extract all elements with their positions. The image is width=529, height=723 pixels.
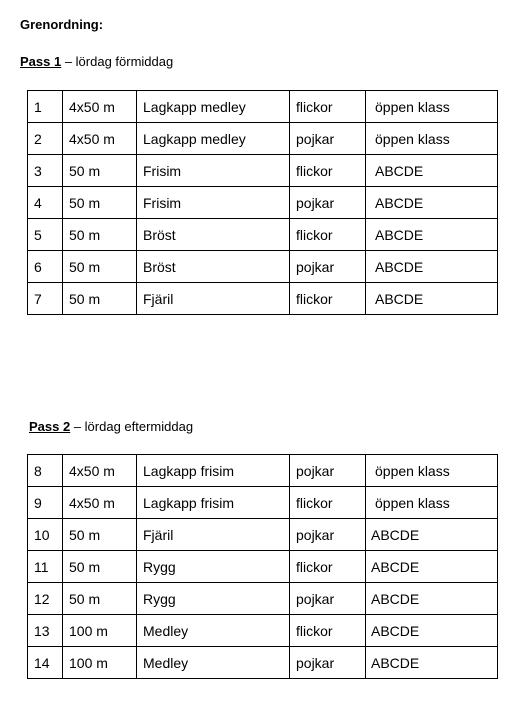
event-number-cell: 5	[28, 219, 63, 251]
event-number-cell: 10	[28, 519, 63, 551]
class-cell: öppen klass	[366, 455, 498, 487]
distance-cell: 50 m	[63, 155, 137, 187]
stroke-cell: Lagkapp frisim	[137, 487, 290, 519]
class-cell: öppen klass	[366, 91, 498, 123]
gender-cell: flickor	[290, 551, 366, 583]
distance-cell: 50 m	[63, 187, 137, 219]
distance-cell: 100 m	[63, 615, 137, 647]
table-row	[28, 123, 498, 155]
event-number-cell: 1	[28, 91, 63, 123]
table-row	[28, 251, 498, 283]
pass2-table	[27, 454, 498, 679]
document-heading: Grenordning:	[20, 17, 104, 32]
gender-cell: pojkar	[290, 123, 366, 155]
table-row	[28, 91, 498, 123]
event-number-cell: 7	[28, 283, 63, 315]
gender-cell: flickor	[290, 487, 366, 519]
pass1-title: Pass 1	[20, 54, 62, 69]
table-row	[28, 647, 498, 679]
distance-cell: 50 m	[63, 283, 137, 315]
class-cell: ABCDE	[366, 219, 498, 251]
stroke-cell: Rygg	[137, 551, 290, 583]
stroke-cell: Bröst	[137, 219, 290, 251]
table-row	[28, 283, 498, 315]
class-cell: ABCDE	[366, 251, 498, 283]
gender-cell: flickor	[290, 283, 366, 315]
stroke-cell: Lagkapp medley	[137, 91, 290, 123]
stroke-cell: Lagkapp frisim	[137, 455, 290, 487]
pass1-table-body	[28, 91, 498, 315]
stroke-cell: Medley	[137, 615, 290, 647]
stroke-cell: Rygg	[137, 583, 290, 615]
gender-cell: pojkar	[290, 583, 366, 615]
event-number-cell: 6	[28, 251, 63, 283]
class-cell: ABCDE	[366, 283, 498, 315]
gender-cell: pojkar	[290, 251, 366, 283]
stroke-cell: Frisim	[137, 155, 290, 187]
distance-cell: 50 m	[63, 251, 137, 283]
pass2-subtitle: – lördag eftermiddag	[70, 419, 194, 434]
class-cell: ABCDE	[366, 187, 498, 219]
gender-cell: pojkar	[290, 519, 366, 551]
table-row	[28, 615, 498, 647]
stroke-cell: Fjäril	[137, 519, 290, 551]
distance-cell: 100 m	[63, 647, 137, 679]
table-row	[28, 487, 498, 519]
stroke-cell: Fjäril	[137, 283, 290, 315]
event-number-cell: 2	[28, 123, 63, 155]
distance-cell: 50 m	[63, 583, 137, 615]
pass2-table-body	[28, 455, 498, 679]
stroke-cell: Frisim	[137, 187, 290, 219]
pass1-label	[20, 54, 173, 69]
table-row	[28, 187, 498, 219]
distance-cell: 50 m	[63, 551, 137, 583]
stroke-cell: Lagkapp medley	[137, 123, 290, 155]
distance-cell: 4x50 m	[63, 455, 137, 487]
event-number-cell: 8	[28, 455, 63, 487]
event-number-cell: 3	[28, 155, 63, 187]
pass1-subtitle: – lördag förmiddag	[61, 54, 174, 69]
table-row	[28, 155, 498, 187]
gender-cell: flickor	[290, 615, 366, 647]
event-number-cell: 4	[28, 187, 63, 219]
class-cell: öppen klass	[366, 487, 498, 519]
distance-cell: 4x50 m	[63, 123, 137, 155]
table-row	[28, 519, 498, 551]
gender-cell: flickor	[290, 155, 366, 187]
class-cell: ABCDE	[366, 155, 498, 187]
distance-cell: 4x50 m	[63, 91, 137, 123]
event-number-cell: 12	[28, 583, 63, 615]
event-number-cell: 13	[28, 615, 63, 647]
event-number-cell: 9	[28, 487, 63, 519]
class-cell: ABCDE	[366, 647, 498, 679]
gender-cell: flickor	[290, 91, 366, 123]
stroke-cell: Bröst	[137, 251, 290, 283]
gender-cell: pojkar	[290, 647, 366, 679]
distance-cell: 50 m	[63, 519, 137, 551]
table-row	[28, 583, 498, 615]
class-cell: ABCDE	[366, 583, 498, 615]
table-row	[28, 219, 498, 251]
gender-cell: flickor	[290, 219, 366, 251]
gender-cell: pojkar	[290, 187, 366, 219]
gender-cell: pojkar	[290, 455, 366, 487]
pass2-title: Pass 2	[29, 419, 71, 434]
event-number-cell: 14	[28, 647, 63, 679]
event-number-cell: 11	[28, 551, 63, 583]
distance-cell: 4x50 m	[63, 487, 137, 519]
table-row	[28, 551, 498, 583]
class-cell: ABCDE	[366, 615, 498, 647]
stroke-cell: Medley	[137, 647, 290, 679]
class-cell: ABCDE	[366, 519, 498, 551]
class-cell: ABCDE	[366, 551, 498, 583]
pass1-table	[27, 90, 498, 315]
class-cell: öppen klass	[366, 123, 498, 155]
table-row	[28, 455, 498, 487]
distance-cell: 50 m	[63, 219, 137, 251]
pass2-label	[29, 419, 193, 434]
